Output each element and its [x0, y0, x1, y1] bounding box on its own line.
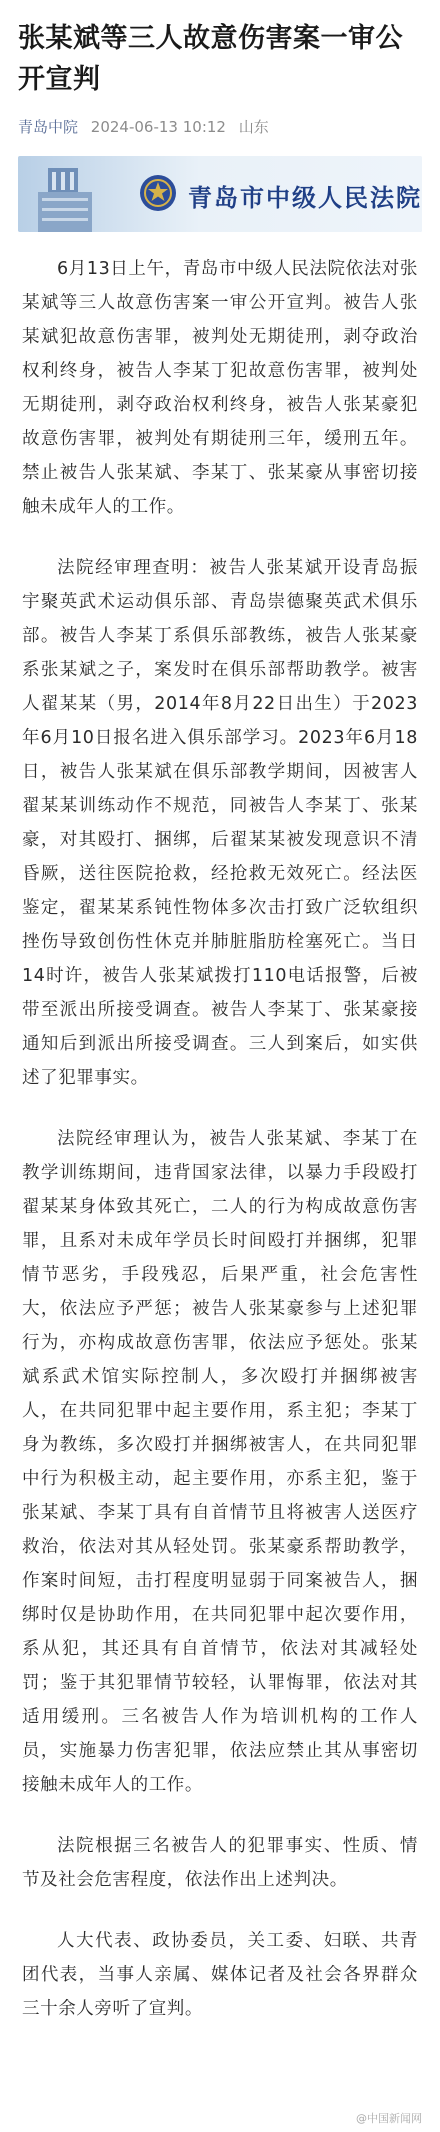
paragraph-reasoning: 法院经审理认为，被告人张某斌、李某丁在教学训练期间，违背国家法律，以暴力手段殴打翟某某身体致其死亡，二人的行为构成故意伤害罪，且系对未成年学员长时间殴打并捆绑，犯罪情节恶劣，手段残忍，后果严重，社会危害性大，依法应予严惩；被告人张某豪参与上述犯罪行为，亦构成故意伤害罪，依法应予惩处。张某斌系武术馆实际控制人，多次殴打并捆绑被害人，在共同犯罪中起主要作用，系主犯；李某丁身为教练，多次殴打并捆绑被害人，在共同犯罪中行为积极主动，起主要作用，亦系主犯，鉴于张某斌、李某丁具有自首情节且将被害人送医疗救治，依法对其从轻处罚。张某豪系帮助教学，作案时间短，击打程度明显弱于同案被告人，捆绑时仅是协助作用，在共同犯罪中起次要作用，系从犯，其还具有自首情节，依法对其减轻处罚；鉴于其犯罪情节较轻，认罪悔罪，依法对其适用缓刑。三名被告人作为培训机构的工作人员，实施暴力伤害犯罪，依法应禁止其从事密切接触未成年人的工作。	[22, 1129, 418, 1795]
article-title: 张某斌等三人故意伤害案一审公开宣判	[18, 23, 403, 95]
paragraph-attendees: 人大代表、政协委员，关工委、妇联、共青团代表，当事人亲属、媒体记者及社会各界群众三十余人旁听了宣判。	[22, 1931, 418, 2019]
banner-court-name: 青岛市中级人民法院	[188, 183, 422, 212]
article-meta	[0, 100, 440, 138]
paragraph-verdict: 6月13日上午，青岛市中级人民法院依法对张某斌等三人故意伤害案一审公开宣判。被告人张某斌犯故意伤害罪，被判处无期徒刑，剥夺政治权利终身，被告人李某丁犯故意伤害罪，被判处无期徒刑，剥夺政治权利终身，被告人张某豪犯故意伤害罪，被判处有期徒刑三年，缓刑五年。禁止被告人张某斌、李某丁、张某豪从事密切接触未成年人的工作。	[22, 259, 419, 517]
article-body	[0, 232, 440, 2026]
publish-datetime: 2024-06-13 10:12	[90, 118, 226, 136]
source-account-link[interactable]: 青岛中院	[18, 118, 79, 136]
watermark: @中国新闻网	[356, 2112, 422, 2125]
paragraph-judgment-basis: 法院根据三名被告人的犯罪事实、性质、情节及社会危害程度，依法作出上述判决。	[22, 1836, 418, 1890]
paragraph-facts: 法院经审理查明：被告人张某斌开设青岛振宇聚英武术运动俱乐部、青岛崇德聚英武术俱乐部。被告人李某丁系俱乐部教练，被告人张某豪系张某斌之子，案发时在俱乐部帮助教学。被害人翟某某（男，2014年8月22日出生）于2023年6月10日报名进入俱乐部学习。2023年6月18日，被告人张某斌在俱乐部教学期间，因被害人翟某某训练动作不规范，同被告人李某丁、张某豪，对其殴打、捆绑，后翟某某被发现意识不清昏厥，送往医院抢救，经抢救无效死亡。经法医鉴定，翟某某系钝性物体多次击打致广泛软组织挫伤导致创伤性休克并肺脏脂肪栓塞死亡。当日14时许，被告人张某斌拨打110电话报警，后被带至派出所接受调查。被告人李某丁、张某豪接通知后到派出所接受调查。三人到案后，如实供述了犯罪事实。	[22, 558, 418, 1088]
court-emblem-icon	[138, 173, 178, 213]
court-banner-image	[18, 156, 422, 232]
publish-location: 山东	[238, 118, 269, 136]
court-building-icon	[30, 162, 100, 232]
